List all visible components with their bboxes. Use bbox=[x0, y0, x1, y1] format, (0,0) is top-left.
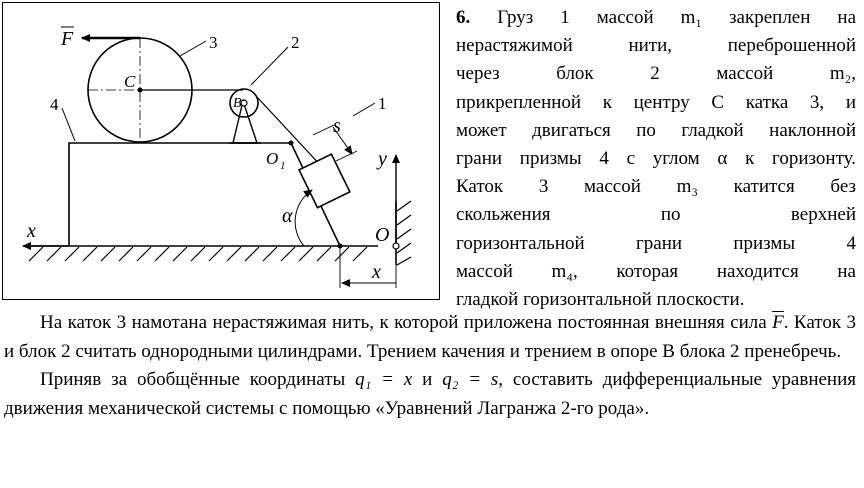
paragraph-text: , составить дифференциальные уравнения движения механической системы с помощью «Уравнений Лагранжа 2-го рода». bbox=[4, 369, 856, 419]
paragraph-text: и bbox=[412, 369, 443, 391]
wall bbox=[396, 201, 411, 265]
coordinate-q2: q₂ = s bbox=[442, 369, 499, 391]
label-center-b: B bbox=[233, 96, 242, 111]
statement-line bbox=[456, 4, 856, 32]
label-force: F bbox=[61, 28, 74, 50]
coordinate-q1: q₁ = x bbox=[355, 369, 413, 391]
statement-line: гладкой горизонтальной плоскости. bbox=[456, 289, 745, 311]
point-prism-corner bbox=[338, 244, 343, 249]
label-origin: O bbox=[375, 224, 390, 246]
label-load-1: 1 bbox=[378, 94, 387, 113]
statement-line: Каток 3 массой m₃ катится без bbox=[456, 176, 856, 198]
statement-line: может двигаться по гладкой наклонной bbox=[456, 119, 856, 141]
statement-line: нерастяжимой нити, переброшенной bbox=[456, 35, 856, 57]
label-x-axis: x bbox=[27, 220, 36, 242]
paragraph-conditions bbox=[4, 309, 856, 366]
point-o1 bbox=[289, 141, 294, 146]
label-block-2: 2 bbox=[291, 33, 300, 52]
label-y-axis: y bbox=[378, 148, 387, 170]
label-o1: O bbox=[266, 149, 279, 168]
paragraph-text: На каток 3 намотана нерастяжимая нить, к которой приложена постоянная внешняя сила bbox=[40, 312, 773, 333]
mechanism-diagram bbox=[3, 3, 439, 299]
point-origin bbox=[393, 243, 399, 249]
paragraph-text: Приняв за обобщённые координаты bbox=[40, 369, 356, 391]
problem-number: 6. bbox=[456, 7, 471, 28]
label-center-c: C bbox=[124, 72, 136, 91]
statement-line: массой m₄, которая находится на bbox=[456, 260, 856, 282]
problem-body bbox=[4, 309, 856, 423]
label-o1-sub: 1 bbox=[280, 160, 286, 172]
force-symbol: $\overline{F}$ bbox=[772, 312, 784, 333]
statement-line: горизонтальной грани призмы 4 bbox=[456, 232, 856, 254]
statement-line: грани призмы 4 с углом α к горизонту. bbox=[456, 148, 856, 170]
center-b-point bbox=[241, 100, 247, 106]
label-roller-3: 3 bbox=[209, 33, 218, 52]
statement-line: скольжения по верхней bbox=[456, 204, 856, 226]
paragraph-task bbox=[4, 366, 856, 423]
figure-frame bbox=[2, 2, 440, 300]
paragraph-text: . Каток 3 и блок 2 считать однородными цилиндрами. Трением качения и трением в опоре B блока 2 пренебречь. bbox=[4, 312, 856, 362]
statement-line: через блок 2 массой m₂, bbox=[456, 63, 856, 85]
prism-4 bbox=[69, 143, 340, 246]
label-prism-4: 4 bbox=[50, 95, 59, 114]
problem-statement bbox=[456, 4, 856, 314]
label-x-offset: x bbox=[372, 261, 381, 283]
label-alpha: α bbox=[282, 205, 293, 227]
statement-line: прикрепленной к центру C катка 3, и bbox=[456, 91, 856, 113]
load-1 bbox=[299, 154, 350, 208]
ground-hatching bbox=[29, 246, 378, 261]
statement-line-text: Груз 1 массой m₁ закреплен на bbox=[497, 7, 856, 28]
label-s: s bbox=[333, 115, 341, 137]
